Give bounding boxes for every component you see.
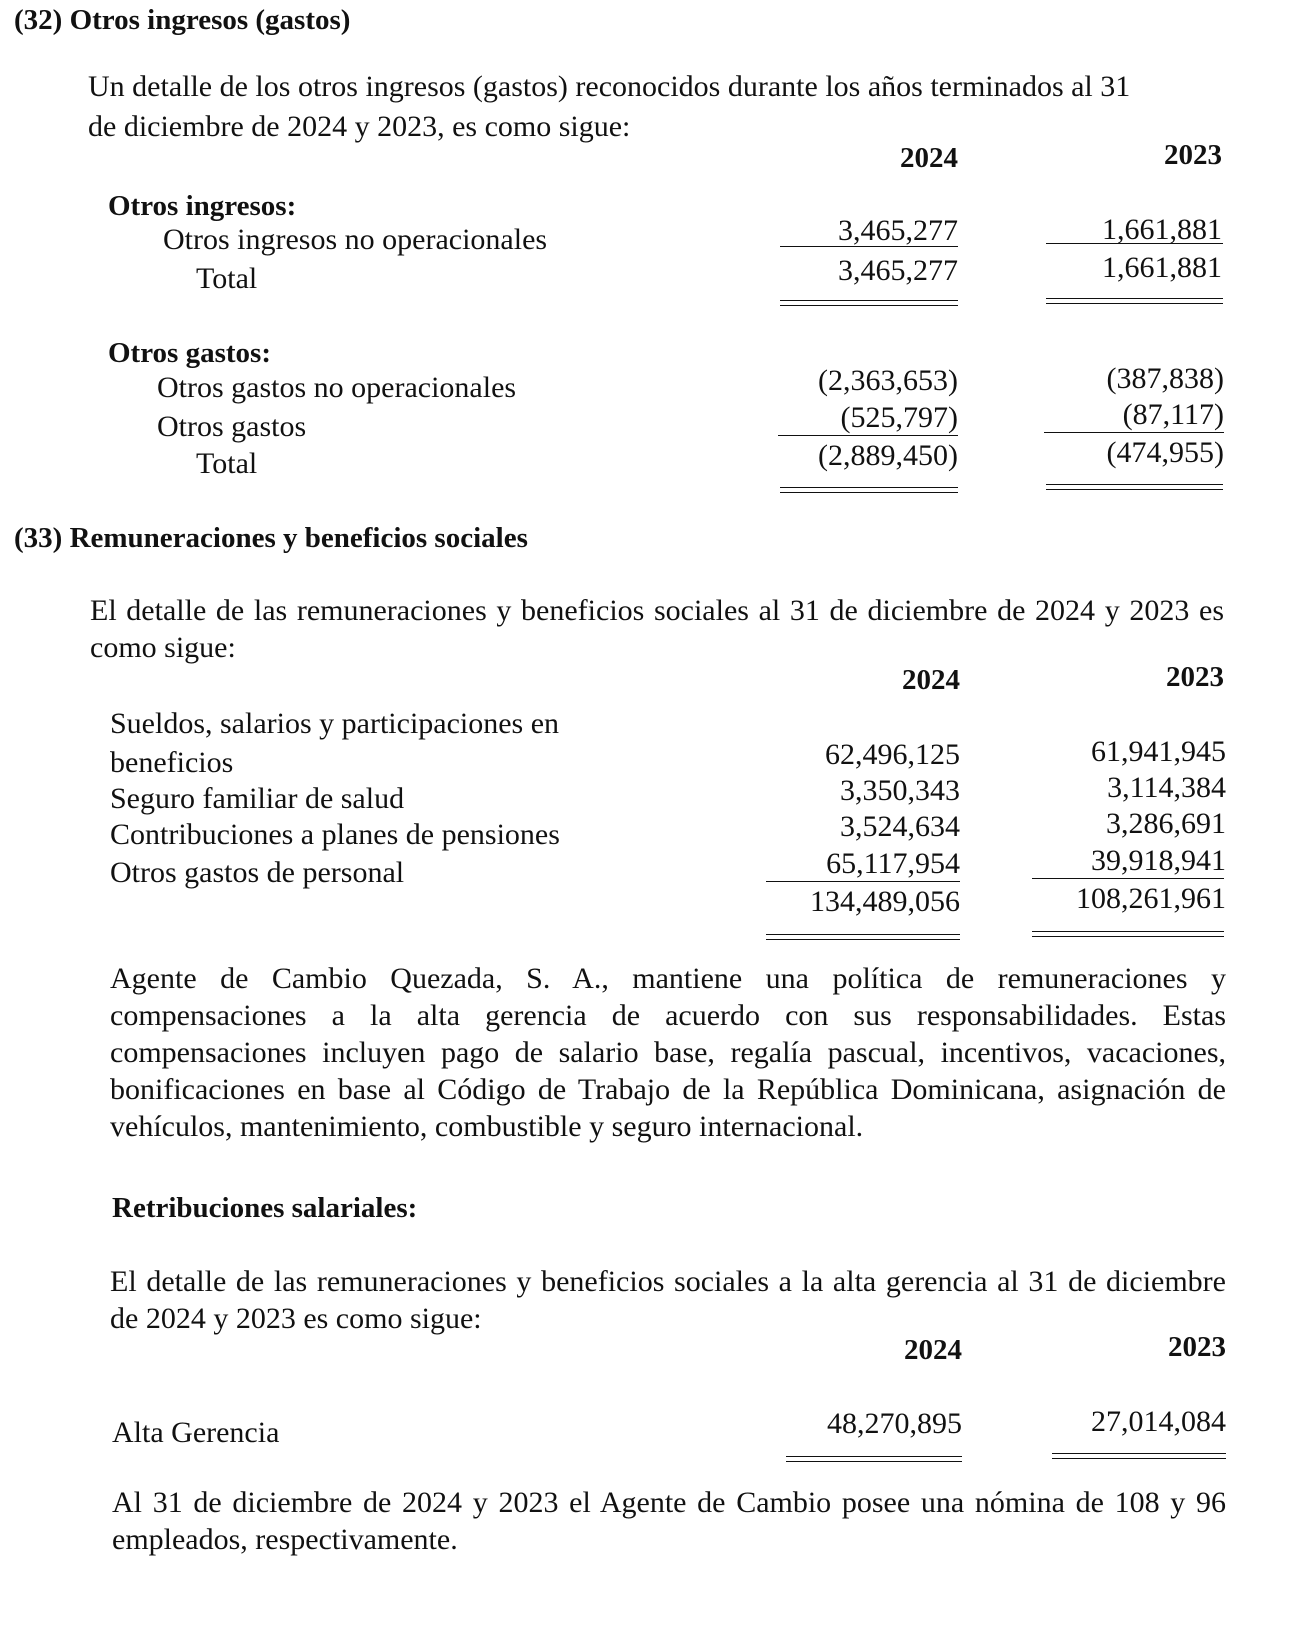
otros-ingresos-label: Otros ingresos: [108, 190, 297, 222]
double-underline-2024 [780, 300, 958, 306]
otros-gastos-label: Otros gastos: [108, 337, 271, 369]
otros-gastos-total-2023: (474,955) [1106, 436, 1224, 469]
retribuciones-heading: Retribuciones salariales: [112, 1192, 418, 1224]
value-2024: (2,363,653) [818, 364, 958, 397]
personal-total-2023: 108,261,961 [1076, 882, 1226, 915]
row-label-seguro-familiar: Seguro familiar de salud [110, 782, 405, 815]
otros-ingresos-total-label: Total [196, 262, 258, 295]
value-2024: (525,797) [840, 401, 958, 434]
row-label-otros-gastos-no-operacionales: Otros gastos no operacionales [157, 371, 517, 404]
row-label-otros-ingresos-no-operacionales: Otros ingresos no operacionales [163, 223, 548, 256]
value-2024: 62,496,125 [825, 738, 960, 771]
value-2023: 61,941,945 [1091, 735, 1226, 768]
row-label-otros-gastos-personal: Otros gastos de personal [110, 856, 405, 889]
underline-2023 [1044, 432, 1224, 433]
year-2024-header: 2024 [904, 1334, 962, 1366]
closing-paragraph: Al 31 de diciembre de 2024 y 2023 el Agente de Cambio posee una nómina de 108 y 96 empleados, respectivamente. [112, 1486, 1226, 1556]
year-2023-header: 2023 [1166, 661, 1224, 693]
otros-gastos-total-2024: (2,889,450) [818, 439, 958, 472]
year-2024-header: 2024 [902, 664, 960, 696]
section-33-heading: (33) Remuneraciones y beneficios sociales [14, 522, 528, 554]
double-underline-2024 [786, 1456, 962, 1462]
underline-2024 [778, 435, 958, 436]
alta-gerencia-2024: 48,270,895 [827, 1407, 962, 1440]
row-label-sueldos-line1: Sueldos, salarios y participaciones en [110, 707, 560, 740]
value-2023: (87,117) [1122, 398, 1224, 431]
underline-2024 [766, 881, 960, 882]
row-label-alta-gerencia: Alta Gerencia [112, 1416, 280, 1449]
row-label-contribuciones: Contribuciones a planes de pensiones [110, 818, 560, 851]
value-2023: 39,918,941 [1091, 844, 1226, 877]
value-2024: 3,350,343 [840, 774, 960, 807]
section-33-intro: El detalle de las remuneraciones y beneficios sociales al 31 de diciembre de 2024 y 2023 es como sigue: [90, 594, 1224, 664]
year-2023-header: 2023 [1164, 139, 1222, 171]
double-underline-2023 [1032, 931, 1224, 937]
row-label-sueldos-line2: beneficios [110, 746, 234, 779]
personal-total-2024: 134,489,056 [810, 885, 960, 918]
value-2024: 3,465,277 [838, 214, 958, 247]
double-underline-2023 [1046, 298, 1223, 304]
value-2023: 3,114,384 [1107, 771, 1226, 804]
double-underline-2023 [1052, 1453, 1226, 1459]
value-2023: 3,286,691 [1106, 807, 1226, 840]
section-32-heading: (32) Otros ingresos (gastos) [14, 4, 351, 36]
double-underline-2024 [766, 934, 960, 940]
value-2024: 3,524,634 [840, 810, 960, 843]
underline-2024 [780, 246, 958, 247]
row-label-otros-gastos: Otros gastos [157, 410, 307, 443]
value-2023: 1,661,881 [1102, 213, 1222, 246]
section-32-intro-line2: de diciembre de 2024 y 2023, es como sigue: [88, 110, 631, 143]
section-32-intro-line1: Un detalle de los otros ingresos (gastos) reconocidos durante los años terminados al 31 [88, 70, 1131, 103]
double-underline-2023 [1046, 484, 1223, 490]
value-2024: 65,117,954 [826, 847, 960, 880]
otros-ingresos-total-2023: 1,661,881 [1102, 251, 1222, 284]
year-2023-header: 2023 [1168, 1331, 1226, 1363]
year-2024-header: 2024 [900, 142, 958, 174]
otros-ingresos-total-2024: 3,465,277 [838, 254, 958, 287]
double-underline-2024 [780, 487, 958, 493]
policy-paragraph: Agente de Cambio Quezada, S. A., mantiene una política de remuneraciones y compensaciones a la alta gerencia de acuerdo con sus responsabilidades. Estas compensaciones incluyen pago de salario base, regalía pascual, incentivos, vacaciones, bonificaciones en base al Código de Trabajo de la República Dominicana, asignación de vehículos, mantenimiento, combustible y seguro internacional. [110, 962, 1226, 1143]
underline-2023 [1032, 878, 1224, 879]
value-2023: (387,838) [1106, 362, 1224, 395]
retribuciones-intro: El detalle de las remuneraciones y beneficios sociales a la alta gerencia al 31 de diciembre de 2024 y 2023 es como sigue: [110, 1265, 1226, 1335]
otros-gastos-total-label: Total [196, 447, 258, 480]
underline-2023 [1046, 243, 1223, 244]
alta-gerencia-2023: 27,014,084 [1091, 1405, 1226, 1438]
